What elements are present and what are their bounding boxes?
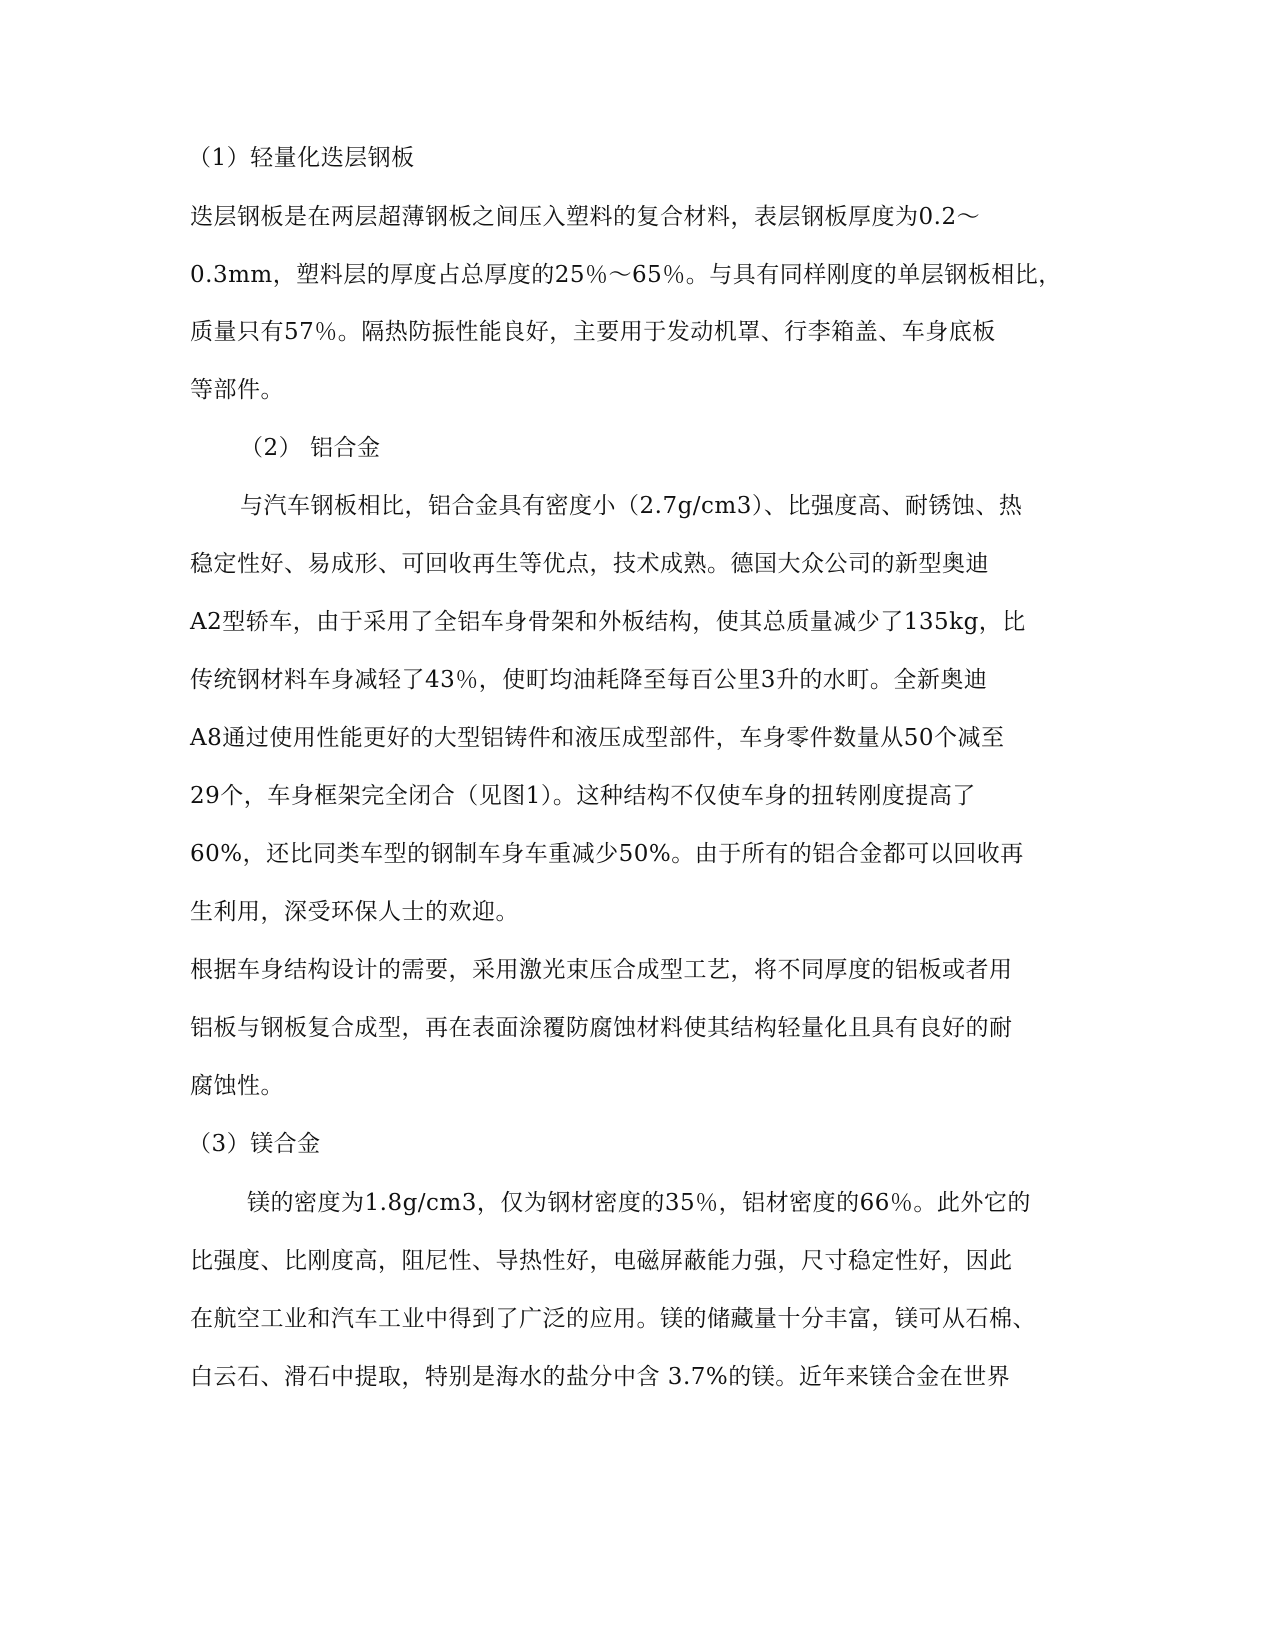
paragraph-line: 白云石、滑石中提取，特别是海水的盐分中含 3.7%的镁。近年来镁合金在世界	[190, 1364, 1011, 1390]
paragraph-line: A2型轿车，由于采用了全铝车身骨架和外板结构，使其总质量减少了135kg，比	[190, 609, 1026, 635]
paragraph-line: 比强度、比刚度高，阻尼性、导热性好，电磁屏蔽能力强，尺寸稳定性好，因此	[190, 1248, 1013, 1274]
paragraph-line: 等部件。	[190, 377, 284, 403]
section-heading-3: （3）镁合金	[188, 1131, 321, 1157]
paragraph-line: 传统钢材料车身减轻了43％，使町均油耗降至每百公里3升的水町。全新奥迪	[190, 667, 988, 693]
paragraph-line: 根据车身结构设计的需要，采用激光束压合成型工艺，将不同厚度的铝板或者用	[190, 957, 1013, 983]
section-heading-2: （2） 铝合金	[240, 435, 381, 461]
paragraph-line: 生利用，深受环保人士的欢迎。	[190, 899, 519, 925]
paragraph-line: 腐蚀性。	[190, 1073, 284, 1099]
paragraph-line: 在航空工业和汽车工业中得到了广泛的应用。镁的储藏量十分丰富，镁可从石棉、	[190, 1306, 1036, 1332]
paragraph-line: 0.3mm，塑料层的厚度占总厚度的25％～65％。与具有同样刚度的单层钢板相比，	[190, 262, 1062, 288]
section-heading-1: （1）轻量化迭层钢板	[188, 145, 415, 171]
paragraph-line: 铝板与钢板复合成型，再在表面涂覆防腐蚀材料使其结构轻量化且具有良好的耐	[190, 1015, 1013, 1041]
paragraph-line: 29个，车身框架完全闭合（见图1）。这种结构不仅使车身的扭转刚度提高了	[190, 783, 976, 809]
paragraph-line: 60%，还比同类车型的钢制车身车重减少50%。由于所有的铝合金都可以回收再	[190, 841, 1024, 867]
paragraph-line: 镁的密度为1.8g/cm3，仅为钢材密度的35％，铝材密度的66％。此外它的	[247, 1190, 1031, 1216]
paragraph-line: 迭层钢板是在两层超薄钢板之间压入塑料的复合材料，表层钢板厚度为0.2～	[190, 204, 981, 230]
paragraph-line: 质量只有57％。隔热防振性能良好，主要用于发动机罩、行李箱盖、车身底板	[190, 319, 996, 345]
paragraph-line: A8通过使用性能更好的大型铝铸件和液压成型部件，车身零件数量从50个减至	[190, 725, 1005, 751]
paragraph-line: 与汽车钢板相比，铝合金具有密度小（2.7g/cm3）、比强度高、耐锈蚀、热	[240, 493, 1023, 519]
paragraph-line: 稳定性好、易成形、可回收再生等优点，技术成熟。德国大众公司的新型奥迪	[190, 551, 989, 577]
